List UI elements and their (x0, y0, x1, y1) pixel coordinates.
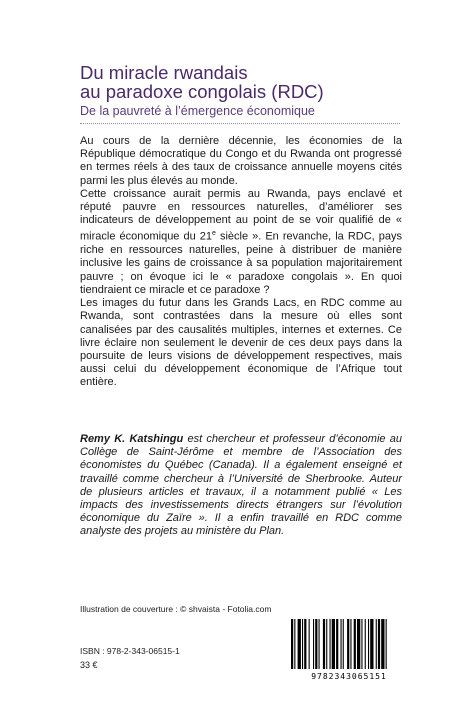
summary-paragraph-1: Au cours de la dernière décennie, les économies de la République démocratique du Congo et du Rwanda ont progressé en termes réels à des taux de croissance annuelle moyens cités parmi les plus élevés au monde. (80, 135, 402, 187)
barcode-bar (323, 619, 325, 669)
barcode-bar (336, 619, 338, 669)
barcode-bar (302, 619, 303, 669)
cover-credit: Illustration de couverture : © shvaista - Fotolia.com (80, 604, 272, 614)
barcode-bar (343, 619, 344, 669)
barcode-bar (381, 619, 384, 669)
barcode-bar (304, 619, 306, 669)
barcode-bar (330, 619, 331, 669)
barcode-bar (313, 619, 314, 669)
price: 33 € (80, 660, 98, 670)
summary-text: siècle ». En revanche, la RDC, pays riche en ressources naturelles, peine à distribuer de manière inclusive les gains de croissance à sa population majoritairement pauvre ; on évoque ici le « paradoxe congolais ». En quoi tiendraient ce miracle et ce paradoxe ? (80, 231, 402, 296)
barcode-bar (386, 619, 387, 669)
barcode-bar (332, 619, 335, 669)
barcode-number: 9782343065151 (311, 672, 387, 681)
superscript: e (212, 230, 216, 238)
barcode-bar (294, 619, 295, 669)
barcode-bar (291, 619, 293, 669)
barcode-bar (319, 619, 320, 669)
barcode-bars (285, 617, 413, 669)
author-bio-text: est chercheur et professeur d’économie au Collège de Saint-Jérôme et membre de l’Association des économistes du Québec (Canada). Il a également enseigné et travaillé comme chercheur à l’Université de Sherbrooke. Auteur de plusieurs articles et travaux, il a notamment publié « Les impacts des investissements directs étrangers sur l’évolution économique du Zaïre ». Il a enfin travaillé en RDC comme analyste des projets au ministère du Plan. (80, 433, 402, 538)
barcode-bar (376, 619, 377, 669)
barcode-bar (347, 619, 349, 669)
barcode-bar (309, 619, 310, 669)
barcode-bar (354, 619, 356, 669)
summary-paragraph-3: Les images du futur dans les Grands Lacs, en RDC comme au Rwanda, sont contrastées dans la mesure où elles sont canalisées par des causalités multiples, internes et externes. Ce livre éclaire non seulement le devenir de ces deux pays dans la poursuite de leurs visions de développement respectives, mais aussi celui du développement économique de l’Afrique tout entière. (80, 297, 402, 389)
barcode-bar (315, 619, 317, 669)
barcode-bar (378, 619, 380, 669)
barcode-bar (357, 619, 360, 669)
summary-text: Cette croissance aurait permis au Rwanda, pays enclavé et réputé pauvre en ressources naturelles, d’améliorer ses indicateurs de développement au point de se voir qualifié de « miracle économique du 21 (80, 187, 402, 244)
title-divider (80, 123, 400, 124)
barcode-bar (368, 619, 369, 669)
barcode-bar (350, 619, 351, 669)
barcode-bar (341, 619, 342, 669)
barcode (285, 617, 413, 681)
book-title (80, 63, 420, 101)
barcode-bar (365, 619, 366, 669)
summary-paragraph-2 (80, 188, 402, 297)
barcode-bar (326, 619, 327, 669)
title-line-2: au paradoxe congolais (RDC) (80, 81, 324, 102)
isbn: ISBN : 978-2-343-06515-1 (80, 646, 180, 656)
author-biography (80, 433, 402, 539)
author-name: Remy K. Katshingu (80, 433, 184, 445)
barcode-bar (361, 619, 362, 669)
book-subtitle: De la pauvreté à l’émergence économique (80, 104, 315, 118)
title-line-1: Du miracle rwandais (80, 62, 248, 83)
barcode-bar (298, 619, 301, 669)
barcode-bar (370, 619, 373, 669)
back-cover-summary (80, 135, 402, 390)
